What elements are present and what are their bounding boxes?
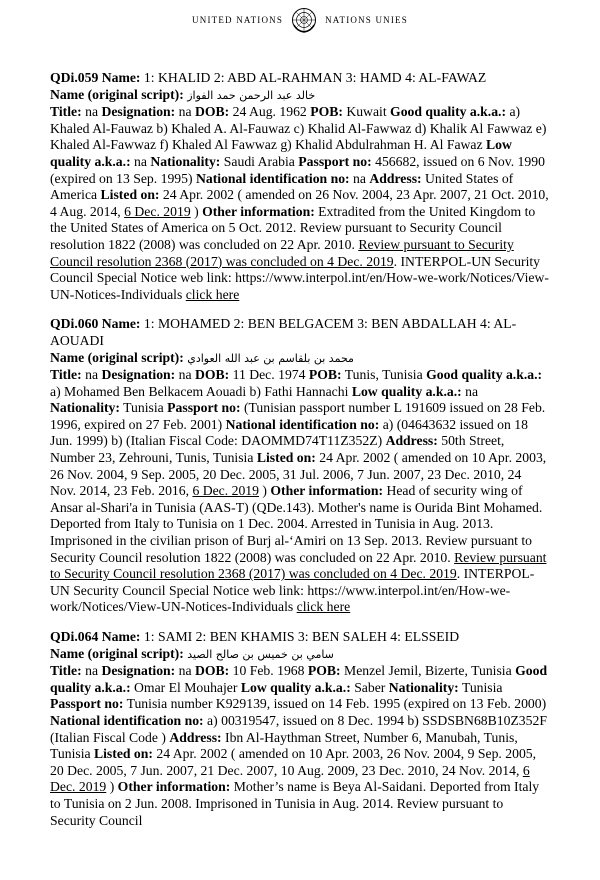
- amendment-link[interactable]: 6 Dec. 2019: [124, 203, 191, 219]
- entry-address: 50th Street, Number 23, Zehrouni, Tunis, Tunisia: [50, 433, 505, 466]
- entry-passport: (Tunisian passport number L 191609 issued on 28 Feb. 1996, expired on 27 Feb. 2001): [50, 400, 546, 432]
- label-nationality: Nationality:: [50, 400, 120, 416]
- amendment-link[interactable]: 6 Dec. 2019: [192, 483, 259, 499]
- entry-address: United States of America: [50, 170, 514, 203]
- label-address: Address:: [369, 170, 422, 186]
- click-here-link[interactable]: click here: [296, 599, 351, 615]
- entry-title: na: [85, 104, 99, 120]
- label-title: Title:: [50, 104, 82, 120]
- entry-name: 1: SAMI 2: BEN KHAMIS 3: BEN SALEH 4: ELSSEID: [143, 629, 460, 644]
- entry-pob: Menzel Jemil, Bizerte, Tunisia: [344, 663, 512, 679]
- label-original-script: Name (original script):: [50, 349, 184, 365]
- label-other-info: Other information:: [270, 483, 384, 499]
- label-title: Title:: [50, 367, 82, 383]
- label-low-aka: Low quality a.k.a.:: [50, 137, 512, 169]
- entry-dob: 10 Feb. 1968: [232, 663, 305, 679]
- entry-pob: Kuwait: [346, 104, 387, 120]
- label-pob: POB:: [308, 367, 342, 383]
- label-designation: Designation:: [101, 104, 176, 120]
- review-link[interactable]: Review pursuant to Security Council resolution 2368 (2017) was concluded on 4 Dec. 2019: [50, 549, 547, 582]
- entry-name: 1: KHALID 2: ABD AL-RAHMAN 3: HAMD 4: AL-FAWAZ: [143, 70, 487, 85]
- label-dob: DOB:: [194, 367, 230, 383]
- page-header: [0, 5, 600, 35]
- label-nationality: Nationality:: [388, 679, 459, 695]
- label-dob: DOB:: [194, 663, 230, 679]
- label-other-info: Other information:: [117, 779, 231, 795]
- entry-good-aka: Omar El Mouhajer: [134, 679, 238, 695]
- label-original-script: Name (original script):: [50, 86, 184, 102]
- listed-close: ): [109, 779, 115, 795]
- entry-low-aka: na: [134, 153, 147, 169]
- entry-national-id: na: [353, 170, 366, 186]
- entry-passport: 456682, issued on 6 Nov. 1990 (expired on 13 Sep. 1995): [50, 153, 545, 186]
- header-left-text: UNITED NATIONS: [192, 15, 284, 25]
- click-here-link[interactable]: click here: [185, 286, 240, 302]
- label-good-aka: Good quality a.k.a.:: [50, 663, 548, 695]
- review-link[interactable]: Review pursuant to Security Council resolution 2368 (2017) was concluded on 4 Dec. 2019: [50, 236, 514, 269]
- label-listed-on: Listed on:: [94, 746, 153, 762]
- label-passport: Passport no:: [50, 696, 124, 712]
- listed-close: ): [194, 203, 199, 219]
- label-nationality: Nationality:: [150, 153, 221, 169]
- entry-nationality: Saudi Arabia: [223, 153, 295, 169]
- label-low-aka: Low quality a.k.a.:: [240, 679, 351, 695]
- entry-ref: QDi.060: [50, 316, 99, 332]
- entry-original-script: خالد عبد الرحمن حمد الفواز: [187, 88, 316, 102]
- entry-low-aka: Saber: [354, 679, 386, 695]
- label-good-aka: Good quality a.k.a.:: [390, 104, 507, 120]
- entry-good-aka: a) Mohamed Ben Belkacem Aouadi b) Fathi Hannachi: [50, 383, 349, 399]
- label-title: Title:: [50, 663, 82, 679]
- label-low-aka: Low quality a.k.a.:: [351, 383, 462, 399]
- list-entry: [50, 70, 550, 303]
- label-address: Address:: [385, 433, 438, 449]
- entry-original-script: محمد بن بلقاسم بن عبد الله العوادي: [187, 351, 354, 365]
- label-passport: Passport no:: [167, 400, 241, 416]
- label-good-aka: Good quality a.k.a.:: [426, 367, 543, 383]
- label-designation: Designation:: [101, 663, 176, 679]
- entry-other-info: Extradited from the United Kingdom to the United States of America on 5 Oct. 2012. Review pursuant to Security Council resolution 1822 (2008) was concluded on 22 Apr. 2010.: [50, 203, 536, 252]
- entry-designation: na: [178, 367, 192, 383]
- entry-designation: na: [178, 104, 192, 120]
- entry-other-info: Mother’s name is Beya Al-Saidani. Deported from Italy to Tunisia on 2 Jun. 2008. Imprisoned in Tunisia in Aug. 2014. Review pursuant to Security Council: [50, 779, 540, 828]
- label-national-id: National identification no:: [195, 170, 350, 186]
- entry-pob: Tunis, Tunisia: [344, 367, 423, 383]
- entry-dob: 24 Aug. 1962: [232, 104, 307, 120]
- entry-listed-on: 24 Apr. 2002 ( amended on 10 Apr. 2003, 26 Nov. 2004, 9 Sep. 2005, 20 Dec. 2005, 7 Jun. 2007, 21 Dec. 2007, 10 Aug. 2009, 23 Dec. 2010, 24 Nov. 2014,: [50, 746, 537, 778]
- un-emblem-icon: [291, 7, 317, 33]
- label-listed-on: Listed on:: [100, 187, 160, 203]
- entry-title: na: [85, 367, 99, 383]
- label-dob: DOB:: [194, 104, 230, 120]
- entry-low-aka: na: [465, 383, 479, 399]
- label-name: Name:: [101, 629, 141, 644]
- entry-original-script: سامي بن خميس بن صالح الصيد: [187, 647, 334, 661]
- entry-listed-on: 24 Apr. 2002 ( amended on 10 Apr. 2003, 26 Nov. 2004, 9 Sep. 2005, 20 Dec. 2005, 31 Jul. 2006, 7 Jun. 2007, 23 Dec. 2010, 24 Nov. 2014, 23 Feb. 2016,: [50, 450, 547, 499]
- interpol-notice-text: . INTERPOL-UN Security Council Special Notice web link: https://www.interpol.int/en/How-we-work/Notices/View-UN-Notices-Individuals: [50, 566, 535, 615]
- label-national-id: National identification no:: [225, 416, 380, 432]
- header-right-text: NATIONS UNIES: [325, 15, 408, 25]
- entry-ref: QDi.059: [50, 70, 99, 85]
- label-national-id: National identification no:: [50, 712, 204, 728]
- list-entry: [50, 316, 550, 616]
- entry-other-info: Head of security wing of Ansar al-Shari'a in Tunisia (AAS-T) (QDe.143). Mother's name is Ourida Bint Mohamed. Deported from Italy to Tunisia on 1 Dec. 2004. Arrested in Tunisia in Aug. 2013. Imprisoned in the civilian prison of Burj al-‘Amiri on 13 Sep. 2013. Review pursuant to Security Council resolution 1822 (2008) was concluded on 22 Apr. 2010.: [50, 483, 543, 565]
- label-name: Name:: [101, 316, 141, 332]
- interpol-notice-text: . INTERPOL-UN Security Council Special Notice web link: https://www.interpol.int/en/How-we-work/Notices/View-UN-Notices-Individuals: [50, 253, 549, 302]
- label-pob: POB:: [307, 663, 341, 679]
- entry-national-id: a) 00319547, issued on 8 Dec. 1994 b) SSDSBN68B10Z352F (Italian Fiscal Code ): [50, 712, 547, 745]
- entry-good-aka: a) Khaled Al-Fauwaz b) Khaled A. Al-Fauwaz c) Khalid Al-Fawwaz d) Khalik Al Fawwaz e) Khaled Al-Fawwaz f) Khaled Al Fawwaz g) Khalid Abdulrahman H. Al Fawaz: [50, 104, 547, 153]
- entry-national-id: a) (04643632 issued on 18 Jun. 1999) b) (Italian Fiscal Code: DAOMMD74T11Z352Z): [50, 416, 528, 449]
- sanctions-list: [50, 70, 550, 829]
- entry-title: na: [85, 663, 99, 679]
- entry-designation: na: [178, 663, 192, 679]
- entry-listed-on: 24 Apr. 2002 ( amended on 26 Nov. 2004, 23 Apr. 2007, 21 Oct. 2010, 4 Aug. 2014,: [50, 187, 549, 219]
- label-listed-on: Listed on:: [256, 450, 316, 466]
- entry-address: Ibn Al-Haythman Street, Number 6, Manubah, Tunis, Tunisia: [50, 729, 518, 762]
- entry-dob: 11 Dec. 1974: [232, 367, 306, 383]
- label-pob: POB:: [310, 104, 343, 120]
- entry-nationality: Tunisia: [461, 679, 503, 695]
- label-passport: Passport no:: [298, 153, 372, 169]
- label-name: Name:: [101, 70, 141, 85]
- list-entry: [50, 629, 550, 829]
- entry-name: 1: MOHAMED 2: BEN BELGACEM 3: BEN ABDALLAH 4: AL-AOUADI: [50, 316, 517, 348]
- entry-nationality: Tunisia: [123, 400, 164, 416]
- label-designation: Designation:: [101, 367, 176, 383]
- amendment-link[interactable]: 6 Dec. 2019: [50, 762, 530, 795]
- entry-ref: QDi.064: [50, 629, 99, 644]
- listed-close: ): [262, 483, 267, 499]
- entry-passport: Tunisia number K929139, issued on 14 Feb. 1995 (expired on 13 Feb. 2000): [126, 696, 547, 712]
- label-original-script: Name (original script):: [50, 645, 184, 661]
- label-address: Address:: [169, 729, 222, 745]
- label-other-info: Other information:: [202, 203, 315, 219]
